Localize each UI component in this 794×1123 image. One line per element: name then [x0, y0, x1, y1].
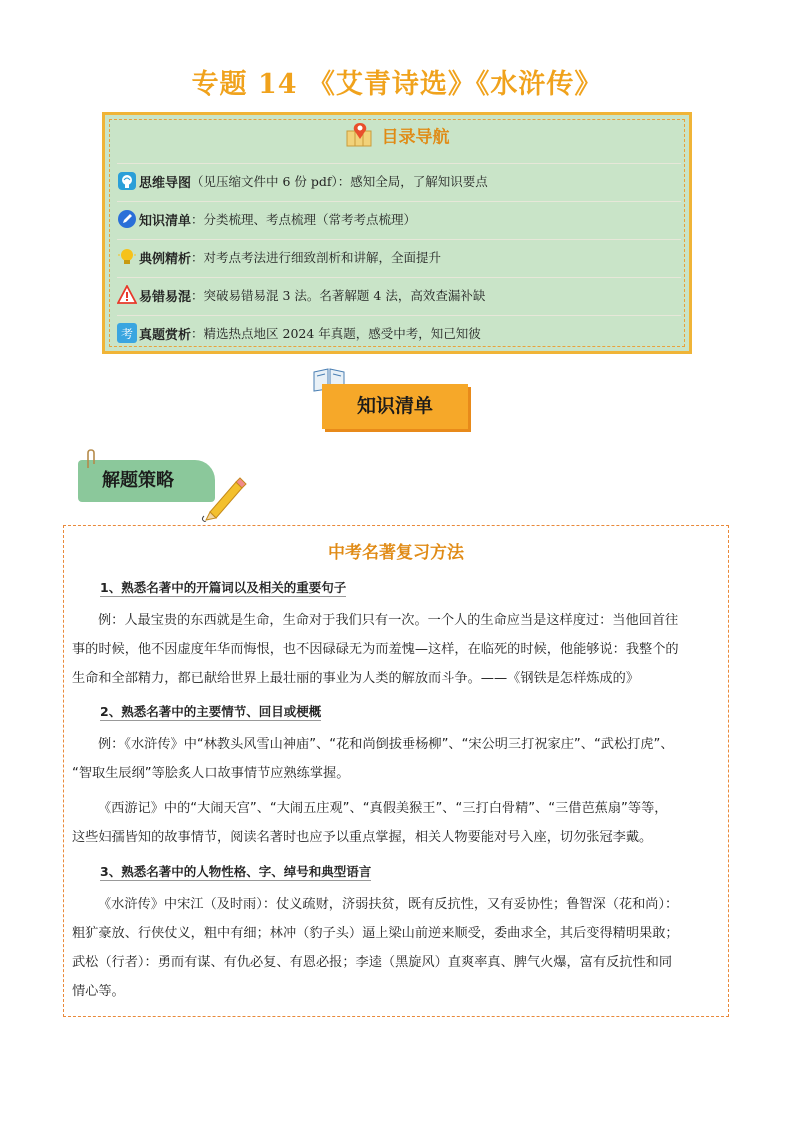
knowledge-list-label: 知识清单 — [356, 395, 433, 417]
paragraph: 事的时候，他不因虚度年华而悔恨，也不因碌碌无为而羞愧—这样，在临死的时候，他能够说：我整个的 — [72, 642, 679, 657]
paragraph: “智取生辰纲”等脍炙人口故事情节应熟练掌握。 — [72, 766, 350, 781]
toc-heading: 目录导航 — [381, 127, 450, 148]
paragraph: 这些妇孺皆知的故事情节，阅读名著时也应予以重点掌握，相关人物要能对号入座，切勿张冠李戴。 — [72, 830, 653, 845]
exam-icon — [117, 323, 137, 343]
toc-key: 典例精析 — [139, 251, 192, 267]
toc-row-mindmap — [117, 163, 681, 198]
section-heading-1: 1、熟悉名著中的开篇词以及相关的重要句子 — [100, 580, 347, 595]
brain-icon — [117, 171, 137, 191]
toc-value: ：精选热点地区 2024 年真题，感受中考，知己知彼 — [191, 326, 481, 341]
toc-key: 思维导图 — [139, 175, 192, 191]
paragraph: 生命和全部精力，都已献给世界上最壮丽的事业为人类的解放而斗争。——《钢铁是怎样炼成的》 — [72, 671, 640, 686]
toc-value: （见压缩文件中 6 份 pdf）：感知全局，了解知识要点 — [191, 174, 488, 189]
toc-row-mistakes — [117, 277, 681, 312]
paragraph: 情心等。 — [72, 984, 125, 999]
toc-value: ：分类梳理、考点梳理（常考考点梳理） — [191, 212, 417, 227]
toc-row-knowledge — [117, 201, 681, 236]
toc-value: ：突破易错易混 3 法。名著解题 4 法，高效查漏补缺 — [191, 288, 486, 303]
section-heading-3: 3、熟悉名著中的人物性格、字、绰号和典型语言 — [100, 864, 372, 879]
pencil-decoration-icon — [200, 472, 250, 522]
strategy-tab-label: 解题策略 — [102, 470, 174, 491]
warning-icon — [117, 285, 137, 305]
paragraph: 《水浒传》中宋江（及时雨）：仗义疏财，济弱扶贫，既有反抗性，又有妥协性；鲁智深（花和尚）： — [98, 897, 679, 912]
section-heading-2: 2、熟悉名著中的主要情节、回目或梗概 — [100, 704, 322, 719]
knowledge-list-badge — [322, 384, 468, 429]
paragraph: 《西游记》中的“大闹天宫”、“大闹五庄观”、“真假美猴王”、“三打白骨精”、“三借芭蕉扇”等等， — [98, 801, 668, 816]
toc-row-examples — [117, 239, 681, 274]
paragraph: 例：《水浒传》中“林教头风雪山神庙”、“花和尚倒拔垂杨柳”、“宋公明三打祝家庄”、“武松打虎”、 — [98, 737, 674, 752]
toc-row-exams — [117, 315, 681, 350]
paragraph: 例：人最宝贵的东西就是生命，生命对于我们只有一次。一个人的生命应当是这样度过：当他回首往 — [98, 613, 679, 628]
lightbulb-icon — [117, 247, 137, 267]
page-title: 专题 14 《艾青诗选》《水浒传》 — [191, 69, 603, 100]
toc-navigation-panel — [102, 112, 692, 354]
review-method-box — [63, 525, 729, 1017]
strategy-tab — [78, 460, 215, 502]
paragraph: 武松（行者）：勇而有谋、有仇必复、有恩必报；李逵（黑旋风）直爽率真、脾气火爆，富有反抗性和同 — [72, 955, 673, 970]
paragraph: 粗犷豪放、行侠仗义，粗中有细；林冲（豹子头）逼上梁山前逆来顺受，委曲求全，其后变得精明果敢； — [72, 926, 679, 941]
exam-icon-label: 考 — [120, 327, 134, 341]
box-title: 中考名著复习方法 — [328, 543, 464, 563]
pencil-icon — [117, 209, 137, 229]
toc-key: 真题赏析 — [139, 327, 192, 343]
map-pin-icon — [344, 121, 376, 149]
toc-key: 知识清单 — [139, 213, 192, 229]
paperclip-icon — [84, 448, 98, 470]
toc-value: ：对考点考法进行细致剖析和讲解，全面提升 — [191, 250, 442, 265]
toc-key: 易错易混 — [139, 289, 192, 305]
toc-header — [105, 121, 689, 155]
